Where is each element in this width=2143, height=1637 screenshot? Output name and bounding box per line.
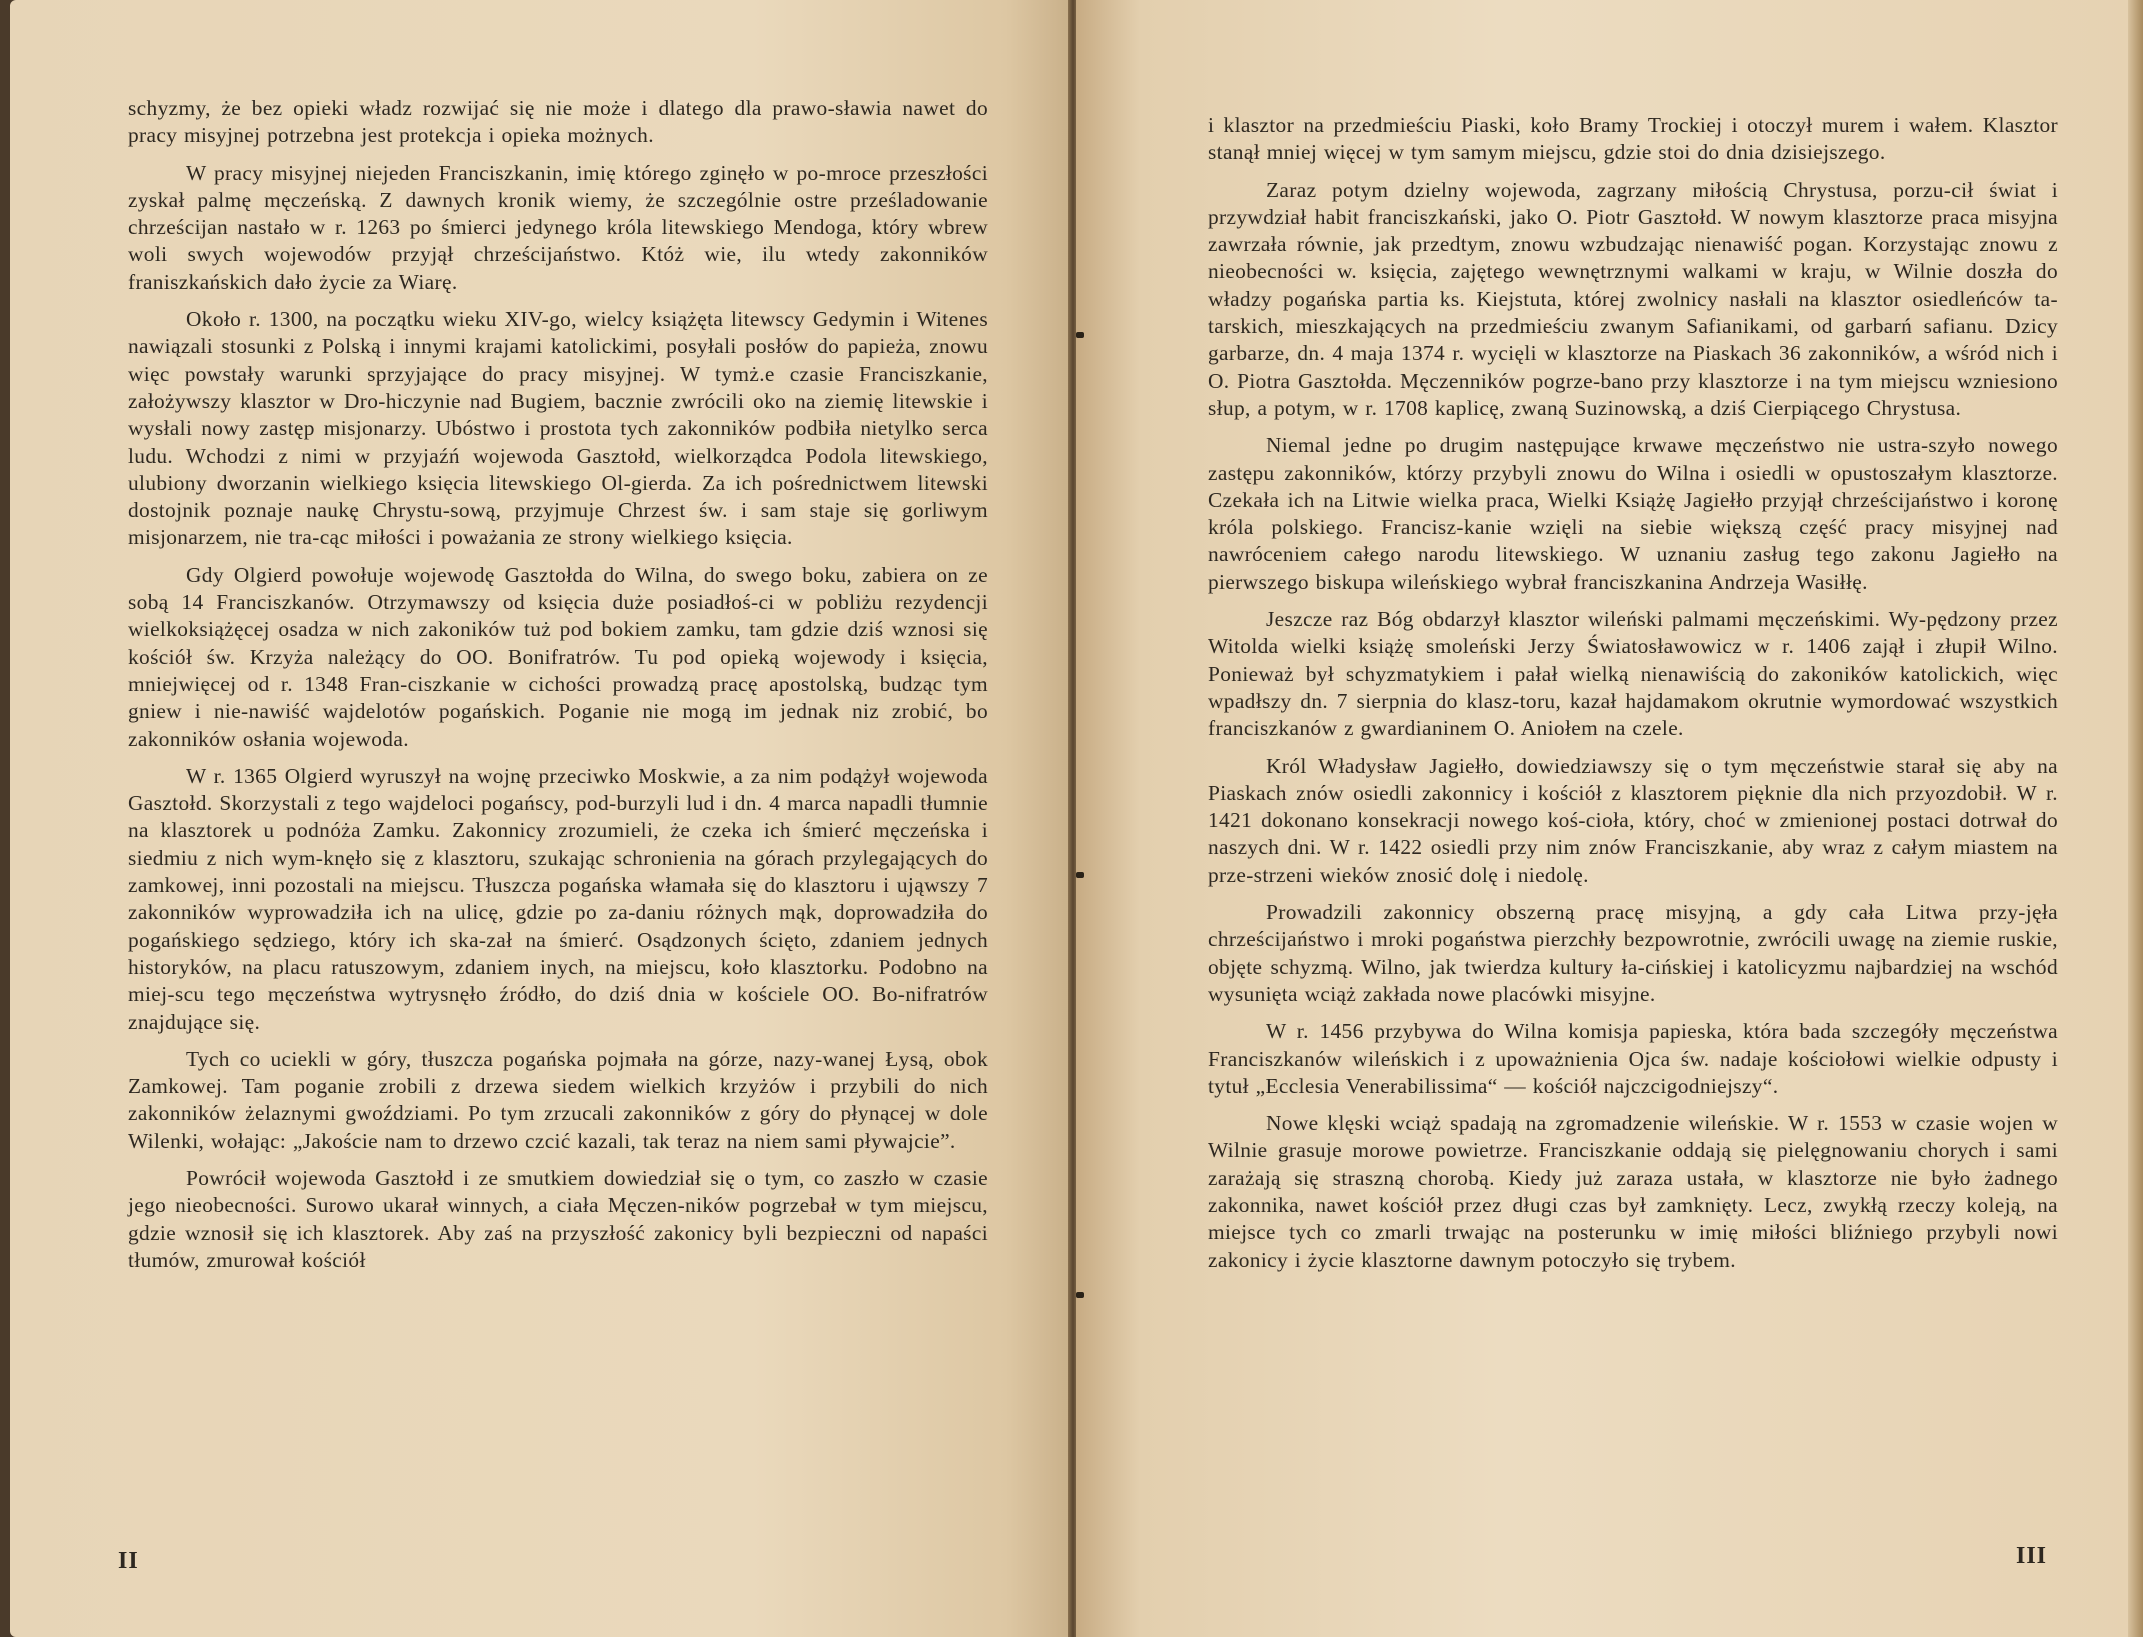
left-page xyxy=(10,0,1070,1637)
paragraph: Prowadzili zakonnicy obszerną pracę misyjną, a gdy cała Litwa przy-jęła chrześcijaństwo i mroki pogaństwa pierzchły bezpowrotnie, zwrócili uwagę na ziemie ruskie, objęte schyzmą. Wilno, jak twierdza kultury ła-cińskiej i katolicyzmu najbardziej na wschód wysunięta wciąż zakłada nowe placówki misyjne. xyxy=(1208,900,2058,1006)
page-number: III xyxy=(2016,1543,2048,1569)
page-edge xyxy=(2128,0,2143,1637)
stitch-mark xyxy=(1076,1292,1084,1298)
stitch-mark xyxy=(1076,332,1084,338)
binding-stitches xyxy=(1076,0,1090,1637)
page-number: II xyxy=(118,1548,139,1574)
paragraph: Niemal jedne po drugim następujące krwawe męczeństwo nie ustra-szyło nowego zastępu zakonników, którzy przybyli znowu do Wilna i osiedli w opustoszałym klasztorze. Czekała ich na Litwie wielka praca, Wielki Książę Jagiełło przyjął chrześcijaństwo i koronę króla polskiego. Francisz-kanie wzięli na siebie większą część pracy misyjnej nad nawróceniem całego narodu litewskiego. W uznaniu zasług tego zakonu Jagiełło na pierwszego biskupa wileńskiego wybrał franciszkanina Andrzeja Wasiłłę. xyxy=(1208,433,2058,594)
paragraph: Powrócił wojewoda Gasztołd i ze smutkiem dowiedział się o tym, co zaszło w czasie jego nieobecności. Surowo ukarał winnych, a ciała Męczen-ników pogrzebał w tym miejscu, gdzie wznosił się ich klasztorek. Aby zaś na przyszłość zakonicy byli bezpieczni od napaści tłumów, zmurował kościół xyxy=(128,1165,988,1272)
stitch-mark xyxy=(1076,872,1084,878)
paragraph: W r. 1365 Olgierd wyruszył na wojnę przeciwko Moskwie, a za nim podążył wojewoda Gasztołd. Skorzystali z tego wajdeloci pogańscy, pod-burzyli lud i dn. 4 marca napadli tłumnie na klasztorek u podnóża Zamku. Zakonnicy zrozumieli, że czeka ich śmierć męczeńska i siedmiu z nich wym-knęło się z klasztoru, szukając schronienia na górach przylegających do zamkowej, inni pozostali na miejscu. Tłuszcza pogańska włamała się do klasztoru i ująwszy 7 zakonników wyprowadziła ich na ulicę, gdzie po za-daniu różnych mąk, doprowadziła do pogańskiego sędziego, który ich ska-zał na śmierć. Osądzonych ścięto, zdaniem jednych historyków, na placu ratuszowym, zdaniem inych, na miejscu, koło klasztorku. Podobno na miej-scu tego męczeństwa wytrysnęło źródło, do dziś dnia w kościele OO. Bo-nifratrów znajdujące się. xyxy=(128,763,988,1034)
paragraph: Nowe klęski wciąż spadają na zgromadzenie wileńskie. W r. 1553 w czasie wojen w Wilnie grasuje morowe powietrze. Franciszkanie oddają się pielęgnowaniu chorych i sami zarażają się straszną chorobą. Kiedy już zaraza ustała, w klasztorze nie było żadnego zakonnika, nawet kościół przez długi czas był zamknięty. Lecz, zwykłą rzeczy koleją, na miejsce tych co zmarli trwając na posterunku w imię miłości bliźniego przybyli nowi zakonicy i życie klasztorne dawnym potoczyło się trybem. xyxy=(1208,1111,2058,1272)
paragraph: Tych co uciekli w góry, tłuszcza pogańska pojmała na górze, nazy-wanej Łysą, obok Zamkowej. Tam poganie zrobili z drzewa siedem wielkich krzyżów i przybili do nich zakonników żelaznymi gwoździami. Po tym zrzucali zakonników z góry do płynącej w dole Wilenki, wołając: „Jakoście nam to drzewo czcić kazali, tak teraz na niem sami pływajcie”. xyxy=(128,1046,988,1153)
paragraph: W pracy misyjnej niejeden Franciszkanin, imię którego zginęło w po-mroce przeszłości zyskał palmę męczeńską. Z dawnych kronik wiemy, że szczególnie ostre prześladowanie chrześcijan nastało w r. 1263 po śmierci jedynego króla litewskiego Mendoga, który wbrew woli swych wojewodów przyjął chrześcijaństwo. Któż wie, ilu wtedy zakonników franiszkańskich dało życie za Wiarę. xyxy=(128,160,988,294)
paragraph: Król Władysław Jagiełło, dowiedziawszy się o tym męczeństwie starał się aby na Piaskach znów osiedli zakonnicy i kościół z klasztorem pięknie dla nich przyozdobił. W r. 1421 dokonano konsekracji nowego koś-cioła, który, choć w zmienionej postaci dotrwał do naszych dni. W r. 1422 osiedli przy nim znów Franciszkanie, aby wraz z całym miastem na prze-strzeni wieków znosić dolę i niedolę. xyxy=(1208,753,2058,887)
paragraph: Jeszcze raz Bóg obdarzył klasztor wileński palmami męczeńskimi. Wy-pędzony przez Witolda wielki książę smoleński Jerzy Światosławowicz w r. 1406 zajął i złupił Wilno. Ponieważ był schyzmatykiem i pałał wielką nienawiścią do zakoników katolickich, więc wpadłszy dn. 7 sierpnia do klasz-toru, kazał hajdamakom okrutnie wymordować wszystkich franciszkanów z gwardianinem O. Aniołem na czele. xyxy=(1208,607,2058,741)
right-page xyxy=(1076,0,2143,1637)
paragraph: i klasztor na przedmieściu Piaski, koło Bramy Trockiej i otoczył murem i wałem. Klasztor stanął mniej więcej w tym samym miejscu, gdzie stoi do dnia dzisiejszego. xyxy=(1208,113,2058,165)
paragraph: W r. 1456 przybywa do Wilna komisja papieska, która bada szczegóły męczeństwa Franciszkanów wileńskich i z upoważnienia Ojca św. nadaje kościołowi wielkie odpusty i tytuł „Ecclesia Venerabilissima“ — kościół najczcigodniejszy“. xyxy=(1208,1019,2058,1098)
paragraph: Około r. 1300, na początku wieku XIV-go, wielcy książęta litewscy Gedymin i Witenes nawiązali stosunki z Polską i innymi krajami katolickimi, posyłali posłów do papieża, znowu więc powstały warunki sprzyjające do pracy misyjnej. W tymż.e czasie Franciszkanie, założywszy klasztor w Dro-hiczynie nad Bugiem, bacznie zwrócili oko na ziemię litewskie i wysłali nowy zastęp misjonarzy. Ubóstwo i prostota tych zakonników podbiła nietylko serca ludu. Wchodzi z nimi w przyjaźń wojewoda Gasztołd, wielkorządca Podola litewskiego, ulubiony dworzanin wielkiego księcia litewskiego Ol-gierda. Za ich pośrednictwem litewski dostojnik poznaje naukę Chrystu-sową, przyjmuje Chrzest św. i sam staje się gorliwym misjonarzem, nie tra-cąc miłości i poważania ze strony wielkiego księcia. xyxy=(128,307,988,550)
paragraph: Zaraz potym dzielny wojewoda, zagrzany miłością Chrystusa, porzu-cił świat i przywdział habit franciszkański, jako O. Piotr Gasztołd. W nowym klasztorze praca misyjna zawrzała równie, jak przedtym, znowu wzbudzając nienawiść pogan. Korzystając znowu z nieobecności w. księcia, zajętego wewnętrznymi walkami w kraju, w Wilnie doszła do władzy pogańska partia ks. Kiejstuta, której zwolnicy nasłali na klasztor osiedleńców ta-tarskich, mieszkających na przedmieściu zwanym Safianikami, od garbarń safianu. Dzicy garbarze, dn. 4 maja 1374 r. wycięli w klasztorze na Piaskach 36 zakonników, a wśród nich i O. Piotra Gasztołda. Męczenników pogrze-bano przy klasztorze i na tym miejscu wzniesiono słup, a potym, w r. 1708 kaplicę, zwaną Suzinowską, a dziś Cierpiącego Chrystusa. xyxy=(1208,177,2058,420)
paragraph: Gdy Olgierd powołuje wojewodę Gasztołda do Wilna, do swego boku, zabiera on ze sobą 14 Franciszkanów. Otrzymawszy od księcia duże posiadłoś-ci w pobliżu rezydencji wielkoksiążęcej osadza w nich zakoników tuż pod bokiem zamku, tam gdzie dziś wznosi się kościół św. Krzyża należący do OO. Bonifratrów. Tu pod opieką wojewody i księcia, mniejwięcej od r. 1348 Fran-ciszkanie w cichości prowadzą pracę apostolską, budząc tym gniew i nie-nawiść wajdelotów pogańskich. Poganie nie mogą im jednak niz zrobić, bo zakonników osłania wojewoda. xyxy=(128,562,988,751)
paragraph: schyzmy, że bez opieki władz rozwijać się nie może i dlatego dla prawo-sławia nawet do pracy misyjnej potrzebna jest protekcja i opieka możnych. xyxy=(128,96,988,148)
